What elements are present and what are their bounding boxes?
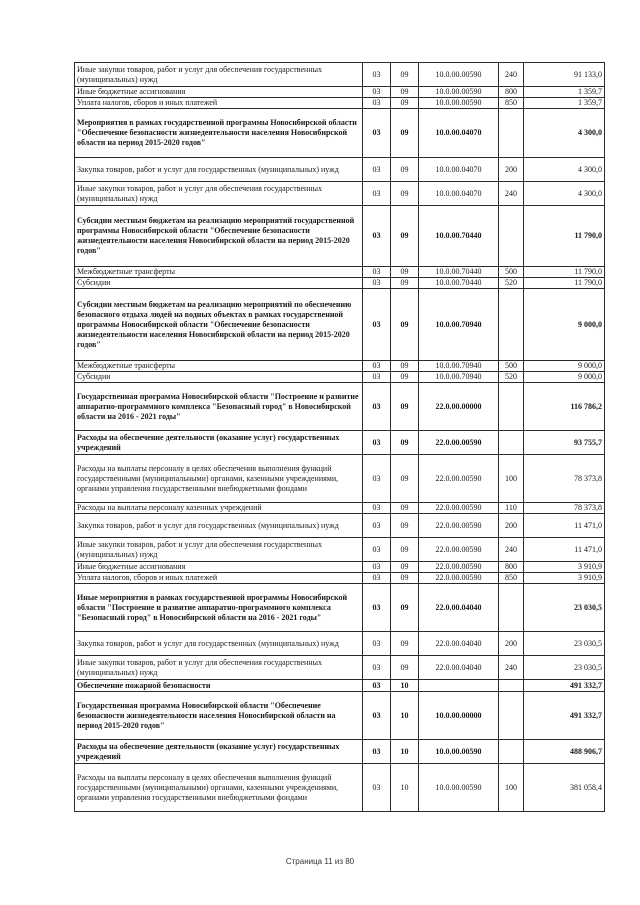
- section-code-cell: 03: [363, 455, 391, 503]
- section-code-cell: 03: [363, 383, 391, 431]
- expense-name-cell: Иные мероприятия в рамках государственной программы Новосибирской области "Построение и развитие аппаратно-программного комплекса "Безопасный город" в Новосибирской области на 2016 - 2021 годы": [75, 584, 363, 632]
- section-code-cell: 03: [363, 372, 391, 383]
- expense-name-cell: Иные закупки товаров, работ и услуг для обеспечения государственных (муниципальных) нужд: [75, 182, 363, 206]
- budget-table: [74, 62, 605, 812]
- section-code-cell: 03: [363, 632, 391, 656]
- amount-cell: 11 790,0: [524, 278, 605, 289]
- subsection-code-cell: 09: [391, 109, 419, 158]
- amount-cell: 11 471,0: [524, 514, 605, 538]
- subsection-code-cell: 09: [391, 206, 419, 267]
- expense-name-cell: Иные закупки товаров, работ и услуг для обеспечения государственных (муниципальных) нужд: [75, 63, 363, 87]
- target-article-cell: 10.0.00.00590: [419, 98, 499, 109]
- expense-name-cell: Государственная программа Новосибирской области "Обеспечение безопасности жизнедеятельности населения Новосибирской области на период 2015-2020 годов": [75, 692, 363, 740]
- table-row: [75, 692, 605, 740]
- expense-type-cell: 520: [499, 372, 524, 383]
- table-row: [75, 431, 605, 455]
- section-code-cell: 03: [363, 63, 391, 87]
- amount-cell: 91 133,0: [524, 63, 605, 87]
- table-row: [75, 98, 605, 109]
- subsection-code-cell: 09: [391, 431, 419, 455]
- table-row: [75, 573, 605, 584]
- amount-cell: 11 790,0: [524, 267, 605, 278]
- target-article-cell: 10.0.00.00590: [419, 63, 499, 87]
- expense-name-cell: Государственная программа Новосибирской области "Построение и развитие аппаратно-программного комплекса "Безопасный город" в Новосибирской области на 2016 - 2021 годы": [75, 383, 363, 431]
- target-article-cell: 10.0.00.00590: [419, 87, 499, 98]
- target-article-cell: 10.0.00.70940: [419, 289, 499, 361]
- section-code-cell: 03: [363, 538, 391, 562]
- section-code-cell: 03: [363, 206, 391, 267]
- amount-cell: 1 359,7: [524, 87, 605, 98]
- subsection-code-cell: 09: [391, 63, 419, 87]
- expense-name-cell: Межбюджетные трансферты: [75, 267, 363, 278]
- subsection-code-cell: 09: [391, 562, 419, 573]
- table-row: [75, 278, 605, 289]
- expense-type-cell: [499, 740, 524, 764]
- amount-cell: 1 359,7: [524, 98, 605, 109]
- target-article-cell: 22.0.00.04040: [419, 656, 499, 680]
- expense-name-cell: Уплата налогов, сборов и иных платежей: [75, 98, 363, 109]
- expense-type-cell: 800: [499, 87, 524, 98]
- target-article-cell: 22.0.00.00590: [419, 573, 499, 584]
- expense-type-cell: [499, 383, 524, 431]
- subsection-code-cell: 10: [391, 764, 419, 812]
- amount-cell: 3 910,9: [524, 562, 605, 573]
- subsection-code-cell: 09: [391, 278, 419, 289]
- target-article-cell: 10.0.00.04070: [419, 182, 499, 206]
- amount-cell: 9 000,0: [524, 289, 605, 361]
- expense-type-cell: [499, 692, 524, 740]
- section-code-cell: 03: [363, 740, 391, 764]
- page-footer: Страница 11 из 80: [285, 857, 355, 866]
- expense-type-cell: [499, 109, 524, 158]
- section-code-cell: 03: [363, 87, 391, 98]
- table-row: [75, 206, 605, 267]
- amount-cell: 381 058,4: [524, 764, 605, 812]
- expense-name-cell: Иные бюджетные ассигнования: [75, 87, 363, 98]
- target-article-cell: 10.0.00.00590: [419, 740, 499, 764]
- subsection-code-cell: 10: [391, 692, 419, 740]
- expense-type-cell: 500: [499, 267, 524, 278]
- section-code-cell: 03: [363, 182, 391, 206]
- table-row: [75, 764, 605, 812]
- section-code-cell: 03: [363, 267, 391, 278]
- target-article-cell: 22.0.00.00590: [419, 562, 499, 573]
- section-code-cell: 03: [363, 503, 391, 514]
- amount-cell: 491 332,7: [524, 680, 605, 692]
- expense-type-cell: 100: [499, 764, 524, 812]
- subsection-code-cell: 09: [391, 514, 419, 538]
- expense-name-cell: Обеспечение пожарной безопасности: [75, 680, 363, 692]
- subsection-code-cell: 09: [391, 267, 419, 278]
- expense-name-cell: Расходы на выплаты персоналу в целях обеспечения выполнения функций государственными (муниципальными) органами, казенными учреждениями, органами управления государственными внебюджетными фондами: [75, 764, 363, 812]
- amount-cell: 9 000,0: [524, 361, 605, 372]
- expense-name-cell: Субсидии: [75, 372, 363, 383]
- expense-name-cell: Иные бюджетные ассигнования: [75, 562, 363, 573]
- expense-name-cell: Субсидии местным бюджетам на реализацию мероприятий по обеспечению безопасного отдыха людей на водных объектах в рамках государственной программы Новосибирской области "Обеспечение безопасности жизнедеятельности населения Новосибирской области на период 2015-2020 годов": [75, 289, 363, 361]
- section-code-cell: 03: [363, 278, 391, 289]
- amount-cell: 78 373,8: [524, 455, 605, 503]
- amount-cell: 491 332,7: [524, 692, 605, 740]
- expense-name-cell: Закупка товаров, работ и услуг для государственных (муниципальных) нужд: [75, 632, 363, 656]
- expense-type-cell: 100: [499, 455, 524, 503]
- expense-type-cell: 200: [499, 158, 524, 182]
- subsection-code-cell: 09: [391, 98, 419, 109]
- subsection-code-cell: 09: [391, 182, 419, 206]
- expense-name-cell: Закупка товаров, работ и услуг для государственных (муниципальных) нужд: [75, 158, 363, 182]
- amount-cell: 116 786,2: [524, 383, 605, 431]
- table-row: [75, 63, 605, 87]
- table-row: [75, 383, 605, 431]
- subsection-code-cell: 09: [391, 383, 419, 431]
- target-article-cell: 10.0.00.04070: [419, 158, 499, 182]
- target-article-cell: 10.0.00.00000: [419, 692, 499, 740]
- expense-type-cell: [499, 584, 524, 632]
- target-article-cell: 22.0.00.04040: [419, 584, 499, 632]
- expense-name-cell: Расходы на обеспечение деятельности (оказание услуг) государственных учреждений: [75, 740, 363, 764]
- subsection-code-cell: 09: [391, 503, 419, 514]
- target-article-cell: 22.0.00.00590: [419, 514, 499, 538]
- target-article-cell: 10.0.00.70940: [419, 361, 499, 372]
- subsection-code-cell: 09: [391, 87, 419, 98]
- table-row: [75, 632, 605, 656]
- section-code-cell: 03: [363, 289, 391, 361]
- amount-cell: 93 755,7: [524, 431, 605, 455]
- subsection-code-cell: 09: [391, 372, 419, 383]
- expense-name-cell: Субсидии местным бюджетам на реализацию мероприятий государственной программы Новосибирской области "Обеспечение безопасности жизнедеятельности населения Новосибирской области на период 2015-2020 годов": [75, 206, 363, 267]
- expense-name-cell: Закупка товаров, работ и услуг для государственных (муниципальных) нужд: [75, 514, 363, 538]
- expense-type-cell: 850: [499, 98, 524, 109]
- table-row: [75, 503, 605, 514]
- target-article-cell: 22.0.00.00590: [419, 431, 499, 455]
- expense-type-cell: 800: [499, 562, 524, 573]
- section-code-cell: 03: [363, 158, 391, 182]
- target-article-cell: [419, 680, 499, 692]
- section-code-cell: 03: [363, 562, 391, 573]
- amount-cell: 4 300,0: [524, 158, 605, 182]
- section-code-cell: 03: [363, 764, 391, 812]
- budget-table-body: [75, 63, 605, 812]
- expense-type-cell: 200: [499, 632, 524, 656]
- section-code-cell: 03: [363, 573, 391, 584]
- table-row: [75, 680, 605, 692]
- table-row: [75, 740, 605, 764]
- section-code-cell: 03: [363, 656, 391, 680]
- expense-type-cell: 240: [499, 656, 524, 680]
- subsection-code-cell: 09: [391, 538, 419, 562]
- table-row: [75, 267, 605, 278]
- target-article-cell: 22.0.00.00590: [419, 503, 499, 514]
- section-code-cell: 03: [363, 584, 391, 632]
- subsection-code-cell: 09: [391, 361, 419, 372]
- expense-name-cell: Расходы на выплаты персоналу казенных учреждений: [75, 503, 363, 514]
- expense-type-cell: 240: [499, 538, 524, 562]
- expense-type-cell: 500: [499, 361, 524, 372]
- table-row: [75, 109, 605, 158]
- amount-cell: 23 030,5: [524, 632, 605, 656]
- expense-type-cell: 200: [499, 514, 524, 538]
- expense-type-cell: 110: [499, 503, 524, 514]
- amount-cell: 11 790,0: [524, 206, 605, 267]
- expense-type-cell: [499, 680, 524, 692]
- amount-cell: 488 906,7: [524, 740, 605, 764]
- expense-name-cell: Субсидии: [75, 278, 363, 289]
- target-article-cell: 10.0.00.04070: [419, 109, 499, 158]
- amount-cell: 3 910,9: [524, 573, 605, 584]
- table-row: [75, 656, 605, 680]
- section-code-cell: 03: [363, 680, 391, 692]
- expense-name-cell: Расходы на обеспечение деятельности (оказание услуг) государственных учреждений: [75, 431, 363, 455]
- target-article-cell: 10.0.00.00590: [419, 764, 499, 812]
- table-row: [75, 514, 605, 538]
- expense-name-cell: Иные закупки товаров, работ и услуг для обеспечения государственных (муниципальных) нужд: [75, 538, 363, 562]
- target-article-cell: 22.0.00.00000: [419, 383, 499, 431]
- amount-cell: 4 300,0: [524, 182, 605, 206]
- subsection-code-cell: 09: [391, 573, 419, 584]
- subsection-code-cell: 09: [391, 656, 419, 680]
- amount-cell: 23 030,5: [524, 584, 605, 632]
- expense-name-cell: Иные закупки товаров, работ и услуг для обеспечения государственных (муниципальных) нужд: [75, 656, 363, 680]
- table-row: [75, 158, 605, 182]
- amount-cell: 11 471,0: [524, 538, 605, 562]
- target-article-cell: 10.0.00.70940: [419, 372, 499, 383]
- subsection-code-cell: 09: [391, 289, 419, 361]
- section-code-cell: 03: [363, 109, 391, 158]
- expense-type-cell: 240: [499, 63, 524, 87]
- expense-name-cell: Расходы на выплаты персоналу в целях обеспечения выполнения функций государственными (муниципальными) органами, казенными учреждениями, органами управления государственными внебюджетными фондами: [75, 455, 363, 503]
- expense-name-cell: Межбюджетные трансферты: [75, 361, 363, 372]
- expense-name-cell: Мероприятия в рамках государственной программы Новосибирской области "Обеспечение безопасности жизнедеятельности населения Новосибирской области на период 2015-2020 годов": [75, 109, 363, 158]
- table-row: [75, 361, 605, 372]
- subsection-code-cell: 10: [391, 740, 419, 764]
- expense-type-cell: [499, 206, 524, 267]
- target-article-cell: 10.0.00.70440: [419, 267, 499, 278]
- subsection-code-cell: 09: [391, 158, 419, 182]
- table-row: [75, 87, 605, 98]
- table-row: [75, 538, 605, 562]
- table-row: [75, 455, 605, 503]
- amount-cell: 23 030,5: [524, 656, 605, 680]
- target-article-cell: 22.0.00.00590: [419, 455, 499, 503]
- expense-type-cell: [499, 431, 524, 455]
- table-row: [75, 562, 605, 573]
- table-row: [75, 372, 605, 383]
- subsection-code-cell: 10: [391, 680, 419, 692]
- table-row: [75, 182, 605, 206]
- subsection-code-cell: 09: [391, 455, 419, 503]
- subsection-code-cell: 09: [391, 584, 419, 632]
- amount-cell: 4 300,0: [524, 109, 605, 158]
- table-row: [75, 289, 605, 361]
- target-article-cell: 22.0.00.04040: [419, 632, 499, 656]
- expense-type-cell: 850: [499, 573, 524, 584]
- subsection-code-cell: 09: [391, 632, 419, 656]
- table-row: [75, 584, 605, 632]
- expense-type-cell: [499, 289, 524, 361]
- target-article-cell: 10.0.00.70440: [419, 206, 499, 267]
- section-code-cell: 03: [363, 514, 391, 538]
- amount-cell: 9 000,0: [524, 372, 605, 383]
- amount-cell: 78 373,8: [524, 503, 605, 514]
- target-article-cell: 10.0.00.70440: [419, 278, 499, 289]
- expense-type-cell: 520: [499, 278, 524, 289]
- section-code-cell: 03: [363, 431, 391, 455]
- expense-type-cell: 240: [499, 182, 524, 206]
- section-code-cell: 03: [363, 361, 391, 372]
- section-code-cell: 03: [363, 98, 391, 109]
- expense-name-cell: Уплата налогов, сборов и иных платежей: [75, 573, 363, 584]
- target-article-cell: 22.0.00.00590: [419, 538, 499, 562]
- section-code-cell: 03: [363, 692, 391, 740]
